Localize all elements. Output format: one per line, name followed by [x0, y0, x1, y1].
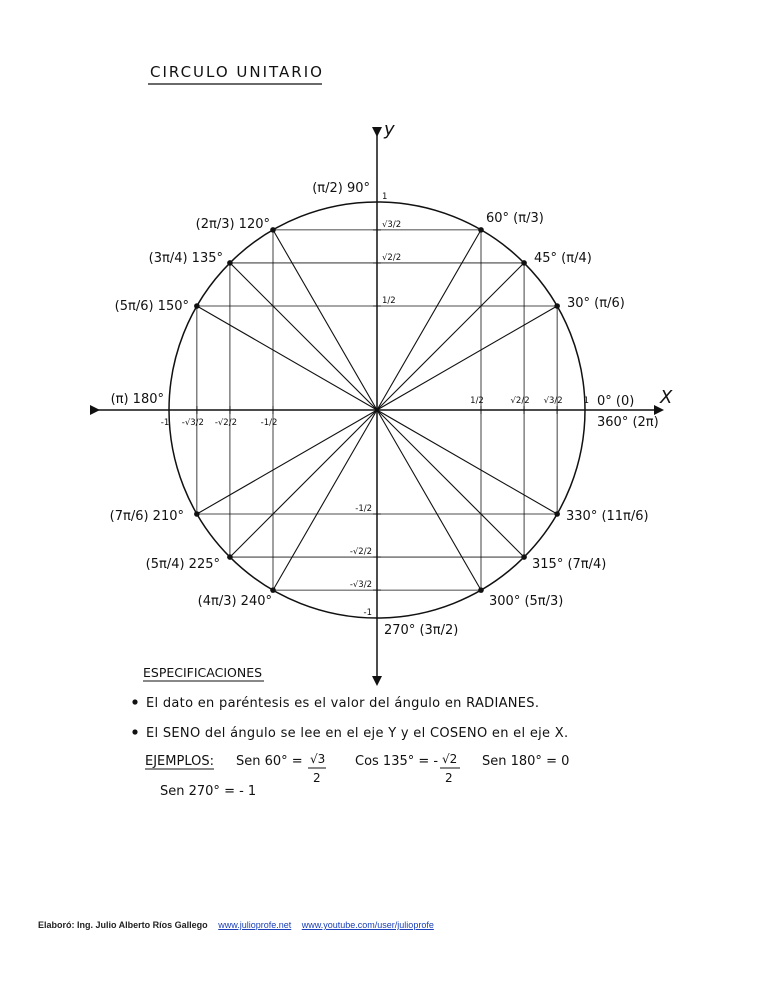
footer-link-youtube[interactable]: www.youtube.com/user/julioprofe: [301, 920, 434, 930]
x-tick-label: 1/2: [470, 396, 484, 406]
x-tick-label: -1/2: [260, 418, 278, 428]
footer-author: Elaboró: Ing. Julio Alberto Ríos Gallego: [38, 920, 208, 930]
y-axis-label: y: [384, 119, 395, 140]
radius-ray: [377, 263, 524, 410]
angle-label-330: 330° (11π/6): [566, 509, 649, 524]
x-tick-label: 1: [583, 396, 589, 406]
y-tick-label: -1/2: [355, 504, 372, 514]
angle-label-135: (3π/4) 135°: [148, 251, 223, 266]
angle-label-225: (5π/4) 225°: [145, 557, 220, 572]
y-tick-label: -1: [363, 608, 372, 618]
circle-point: [521, 260, 527, 266]
angle-label-360: 360° (2π): [597, 415, 659, 430]
radius-ray: [197, 306, 377, 410]
angle-label-270: 270° (3π/2): [384, 623, 459, 638]
angle-label-150: (5π/6) 150°: [114, 299, 189, 314]
footer-link-website[interactable]: www.julioprofe.net: [218, 920, 292, 930]
circle-point: [521, 554, 527, 560]
angle-label-45: 45° (π/4): [534, 251, 592, 266]
circle-point: [270, 227, 276, 233]
footer: [38, 920, 434, 930]
angle-label-315: 315° (7π/4): [532, 557, 607, 572]
x-tick-label: -√2/2: [214, 418, 238, 428]
y-tick-label: 1/2: [382, 296, 396, 306]
angle-label-120: (2π/3) 120°: [195, 217, 270, 232]
example-3: Sen 180° = 0: [482, 754, 570, 769]
example-2-prefix: Cos 135° = -: [355, 754, 439, 769]
page-title: CIRCULO UNITARIO: [150, 63, 324, 81]
x-tick-label: -√3/2: [181, 418, 204, 428]
angle-label-60: 60° (π/3): [486, 211, 544, 226]
example-1-prefix: Sen 60° =: [236, 754, 303, 769]
circle-point: [478, 227, 484, 233]
example-1-numerator: √3: [310, 752, 326, 766]
angle-label-180: (π) 180°: [110, 392, 164, 407]
y-tick-label: 1: [382, 192, 388, 202]
angle-label-300: 300° (5π/3): [489, 594, 564, 609]
circle-point: [554, 511, 560, 517]
circle-point: [554, 303, 560, 309]
angle-label-30: 30° (π/6): [567, 296, 625, 311]
example-1-denominator: 2: [313, 771, 321, 785]
x-tick-label: √3/2: [543, 396, 563, 406]
radius-ray: [377, 410, 481, 590]
angle-label-240: (4π/3) 240°: [197, 594, 272, 609]
radius-ray: [273, 410, 377, 590]
spec-bullet-2: El SENO del ángulo se lee en el eje Y y el COSENO en el eje X.: [146, 726, 569, 741]
radius-ray: [377, 410, 557, 514]
circle-point: [227, 554, 233, 560]
radius-ray: [230, 263, 377, 410]
circle-point: [227, 260, 233, 266]
x-tick-label: -1: [160, 418, 170, 428]
angle-label-210: (7π/6) 210°: [109, 509, 184, 524]
circle-point: [478, 587, 484, 593]
bullet-dot: [132, 699, 137, 704]
x-axis-label: X: [660, 387, 673, 408]
y-tick-label: -√3/2: [349, 580, 372, 591]
example-4: Sen 270° = - 1: [160, 784, 257, 799]
y-tick-label: √2/2: [382, 252, 402, 263]
angle-label-90: (π/2) 90°: [312, 181, 370, 196]
example-2-numerator: √2: [442, 752, 458, 766]
spec-bullet-1: El dato en paréntesis es el valor del ángulo en RADIANES.: [146, 696, 540, 711]
angle-label-0: 0° (0): [597, 394, 635, 409]
x-tick-label: √2/2: [510, 396, 530, 406]
specs-heading: ESPECIFICACIONES: [143, 665, 263, 680]
bullet-dot: [132, 729, 137, 734]
radius-ray: [377, 410, 524, 557]
radius-ray: [230, 410, 377, 557]
y-tick-label: √3/2: [382, 219, 402, 230]
examples-label: EJEMPLOS:: [145, 754, 214, 769]
circle-point: [194, 511, 200, 517]
radius-ray: [273, 230, 377, 410]
circle-point: [270, 587, 276, 593]
y-tick-label: -√2/2: [349, 547, 372, 558]
circle-point: [194, 303, 200, 309]
radius-ray: [377, 306, 557, 410]
axis-ticks: [161, 192, 589, 618]
example-2-denominator: 2: [445, 771, 453, 785]
